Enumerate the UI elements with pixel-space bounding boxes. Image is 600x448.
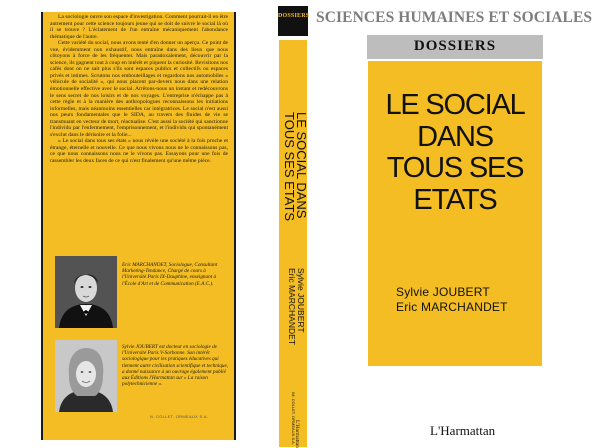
spine-collection-box xyxy=(278,6,308,36)
series-title: SCIENCES HUMAINES ET SOCIALES xyxy=(316,9,593,26)
printer-note: N. COLLET. ORMEAUX S.A. xyxy=(150,414,209,419)
spine-collection-label: DOSSIERS xyxy=(278,13,310,19)
spine-print-note-text: IM. COLLET. ORMEAUX S.A. xyxy=(291,392,296,445)
book-title-line: LE SOCIAL xyxy=(385,89,525,121)
collection-label: DOSSIERS xyxy=(413,38,497,54)
spine-title-line: TOUS SES ETATS xyxy=(282,112,297,222)
spine-author: Sylvie JOUBERT xyxy=(296,268,306,333)
publisher-name: L'Harmattan xyxy=(430,423,496,438)
blurb-paragraph: La sociologie ouvre son espace d'investigation. Comment pourrait-il en être autrement pour cette science toujours jeune qui se doit de suivre le social là où il se trouve ? L'éclatement de l'un entraîne mécaniquement l'abondance thématique de l'autre. xyxy=(50,14,228,40)
author-bio-eric: Eric MARCHANDET, Sociologue, Consultant Marketing-Tendance, Chargé de cours à l'Université Paris IX-Dauphine, enseignant à l'École d'Art et de Communication (E.A.C.). xyxy=(122,262,218,287)
author-photo-woman xyxy=(55,340,117,412)
back-cover-blurb xyxy=(50,14,228,165)
author-name: Sylvie JOUBERT xyxy=(396,285,490,299)
blurb-paragraph: Cette variété du social, nous avons tenté d'en donner un aperçu. Ce point de vue, évidemment non exhaustif, nous entraîne dans des lieux que nous côtoyons à force de les fréquenter. Mais paradoxalement, découvrir par la science, ils gagnent tout à coup en intérêt et piquent la curiosité. Revisitons nos cafés dont on ne sait plus s'ils sont espaces publics et collectifs ou espaces privés et intimes. Scrutons nos embouteillages et regardons nos automobiles « véhicule de socialité », qui nous placent par-devers nous dans une relation émotionnelle effective avec le social. Arrêtons-nous un instant et redécouvrons le sens secret de nos loisirs et de nos voyages. L'entreprise n'échappe pas à cette règle et à la manière des anthropologues reconnaissons les initiations informelles, mais néanmoins essentielles car intégratrices. Le social n'est aussi nos peurs fondamentales que le SIDA, au travers des fluides de vie se transmuant en vecteur de mort, réactualise. C'est aussi la société qui sanctionne l'individu par l'enfermement, l'emprisonnement, et l'individu qui spontanément s'exclut dans le dérisoire et la folie... xyxy=(50,40,228,138)
book-title-line: DANS xyxy=(417,120,493,153)
spine-author: Eric MARCHANDET xyxy=(287,268,297,345)
book-title xyxy=(368,90,542,216)
author-bio-sylvie: Sylvie JOUBERT est docteur en sociologie de l'Université Paris V-Sorbonne. Son intérêt sociologique pour les pratiques éducatives qui tiennent autre civilisation scientifique et technique, a donné naissance à un ouvrage également publié aux Éditions l'Harmattan sur « La raison polytechnicienne ». xyxy=(122,344,229,388)
book-title-line: ETATS xyxy=(413,183,497,216)
spine-title-line: LE SOCIAL DANS xyxy=(294,112,309,219)
spine-yellow-band xyxy=(279,40,307,447)
author-photo-man xyxy=(55,256,117,328)
author-name: Eric MARCHANDET xyxy=(396,300,508,314)
book-title-line: TOUS SES xyxy=(386,152,524,184)
spine-publisher-text: L'Harmattan xyxy=(294,420,300,448)
blurb-paragraph: « Le social dans tous ses états » nous révèle une société à la fois proche et étrange, éternelle et nouvelle. Ce que nous vivons nous ne le connaissons pas, ce que nous connaissons nous ne le vivons pas. Essayons pour une fois de rassembler les deux faces de ce qui n'est finalement qu'une même pièce. xyxy=(50,138,228,165)
spine-title xyxy=(281,112,307,242)
